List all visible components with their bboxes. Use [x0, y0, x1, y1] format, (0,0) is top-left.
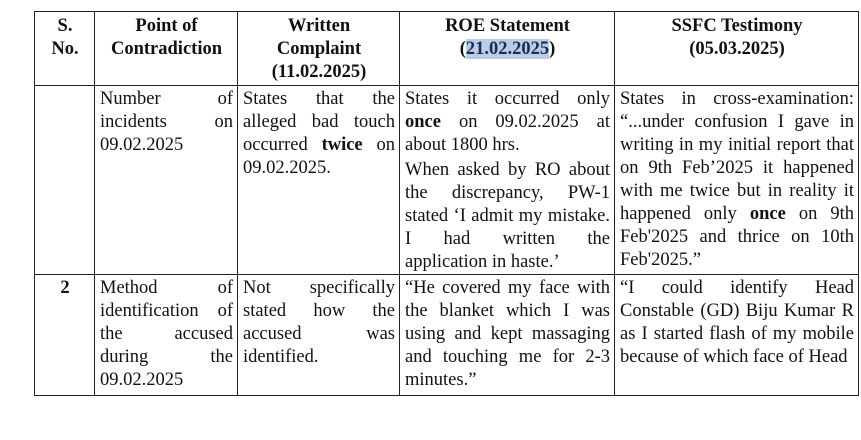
row-point: Number of incidents on 09.02.2025: [95, 86, 238, 275]
header-ssfc-line1: SSFC Testimony: [671, 16, 803, 36]
roe-text-end: on 09.02.2025 at about 1800 hrs.: [405, 112, 610, 155]
header-written-line2: Complaint: [276, 39, 362, 59]
header-sno-line1: S.: [57, 16, 73, 36]
roe-paragraph-2: [405, 159, 610, 274]
row-sno: [35, 86, 95, 275]
row-ssfc: “I could identify Head Constable (GD) Biju Kumar R as I started flash of my mobile because of which face of Head: [615, 275, 859, 396]
header-written-line3: (11.02.2025): [271, 62, 367, 82]
row-point: Method of identification of the accused during the 09.02.2025: [95, 275, 238, 396]
row-written: [238, 86, 400, 275]
written-text-end: on 09.02.2025.: [243, 135, 395, 178]
table-row: [35, 86, 859, 275]
header-written: [238, 12, 400, 86]
row-roe: [400, 86, 615, 275]
header-ssfc: [615, 12, 859, 86]
table-row: [35, 275, 859, 396]
header-roe-date-open: (: [459, 39, 466, 59]
header-sno-line2: No.: [51, 39, 79, 59]
roe-text: States it occurred only: [405, 89, 610, 109]
roe-emphasis: once: [405, 112, 441, 132]
ssfc-text: States in cross-examination: “...under confusion I gave in writing in my initial report that on 9th Feb’2025 it happened with me twice but in reality it happened only: [620, 89, 854, 224]
header-roe-date[interactable]: 21.02.2025: [465, 39, 550, 59]
written-emphasis: twice: [321, 135, 363, 155]
roe-paragraph-1: [405, 88, 610, 157]
header-roe-date-close: ): [549, 39, 556, 59]
written-text: States that the alleged bad touch occurred: [243, 89, 395, 155]
row-ssfc: [615, 86, 859, 275]
row-written: Not specifically stated how the accused was identified.: [238, 275, 400, 396]
header-row: [35, 12, 859, 86]
header-point-line1: Point of: [135, 16, 198, 36]
contradiction-table: [34, 11, 859, 396]
ssfc-text-end: on 9th Feb'2025 and thrice on 10th Feb'2025.”: [620, 204, 854, 270]
roe-text-2: When asked by RO about the discrepancy, PW-1 stated ‘I admit my mistake. I had written the application in haste.’: [405, 160, 610, 272]
header-point-line2: Contradiction: [111, 39, 222, 59]
row-sno: 2: [35, 275, 95, 396]
header-roe-title: ROE Statement: [445, 16, 570, 36]
header-sno: [35, 12, 95, 86]
header-roe: [400, 12, 615, 86]
row-roe: “He covered my face with the blanket which I was using and kept massaging and touching me for 2-3 minutes.”: [400, 275, 615, 396]
header-written-line1: Written: [287, 16, 351, 36]
ssfc-emphasis: once: [749, 204, 786, 224]
header-point: [95, 12, 238, 86]
header-ssfc-line2: (05.03.2025): [689, 39, 785, 59]
